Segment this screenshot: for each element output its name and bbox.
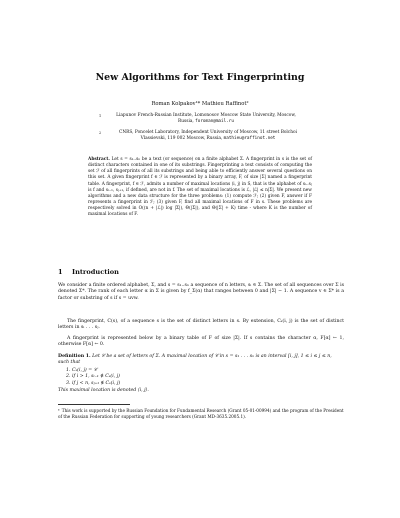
paragraph: The fingerprint, C(s), of a sequence s is the set of distinct letters in s. By extension, Cₛ(i, j) is the set of distinct letters in sᵢ . . . sⱼ. [58,319,344,331]
definition-block [58,354,344,394]
abstract-label: Abstract. [88,157,110,162]
definition-item: 3. if j < n, sⱼ₊₁ ∉ Cₛ(i, j) [72,381,344,387]
author-line: Roman Kolpakov¹* Mathieu Raffinot² [151,101,249,107]
affiliation-number: 2 [99,131,102,135]
footnote-text: This work is supported by the Russian Foundation for Fundamental Research (Grant 05-01-00994) and the program of the President of the Russian Federation for supporting of young researchers (Grant MD-3635.2005.1). [58,408,344,420]
definition-tail: This maximal location is denoted ⟨i, j⟩. [58,388,149,394]
definition-label: Definition 1. [58,354,91,359]
affiliation-number: 1 [99,114,102,118]
section-number: 1 [58,268,63,276]
section-title: Introduction [72,268,119,276]
abstract-text: Let s = s₁..sₙ be a text (or sequence) on a finite alphabet Σ. A fingerprint in s is the set of distinct characters contained in one of its substrings. Fingerprinting a text consists of computing the set ℱ of all fingerprints of all its substrings and being able to efficiently answer several questions on this set. A given fingerprint f ∈ ℱ is represented by a binary array, F, of size |Σ| named a fingerprint table. A fingerprint, f ∈ ℱ, admits a number of maximal locations ⟨i, j⟩ in S, that is the alphabet of sᵢ..sⱼ is f and sᵢ₋₁, sⱼ₊₁, if defined, are not in f. The set of maximal locations is ℒ, |ℒ| ≤ n|Σ|. We present new algorithms and a new data structure for the three problems: (1) compute ℱ; (2) given F, answer if F represents a fingerprint in ℱ; (3) given F, find all maximal locations of F in s. These problems are respectively solved in O((n + |ℒ|) log |Σ|), Θ(|Σ|), and Θ(|Σ| + K) time - where K is the number of maximal locations of F. [88,157,312,218]
affiliation-line: Liapunov French-Russian Institute, Lomonosov Moscow State University, Moscow, [116,113,296,118]
paper-title: New Algorithms for Text Fingerprinting [95,72,305,83]
affiliation-line: CNRS, Poncelet Laboratory, Independent University of Moscow, 11 street Bolchoi [119,130,297,135]
paragraph: We consider a finite ordered alphabet, Σ, and s = s₁..sₙ a sequence of n letters, sᵢ ∈ Σ. The set of all sequences over Σ is denoted Σ*. The rank of each letter α in Σ is given by f_Σ(α) that ranges between 0 and |Σ| − 1. A sequence v ∈ Σ* is a factor or substring of s if s = uvw. [58,283,344,301]
section-heading [58,268,119,276]
definition-item: 1. Cₛ(i, j) = 𝒞 [72,368,344,374]
abstract [88,157,312,219]
definition-list [58,368,344,387]
affiliation-2 [99,130,310,143]
affiliation-email: foroman@mail.ru [195,119,234,125]
paragraph: A fingerprint is represented below by a binary table of F of size |Σ|. If s contains the character α, F[α] ← 1, otherwise F[α] ← 0. [58,336,344,348]
affiliation-1 [99,113,306,126]
affiliation-line: Vlassievski, 119 002 Moscow, Russia, [140,136,223,142]
footnote-mark: * [58,409,60,413]
definition-intro: Let 𝒞 be a set of letters of Σ. A maximal location of 𝒞 in s = s₁ . . . sₙ is an interval [i, j], 1 ≤ i ≤ j ≤ n, such that [58,354,332,366]
affiliation-email: mathieu@raffinot.net [223,136,276,142]
footnote-rule [58,404,130,405]
footnote [58,408,344,420]
definition-item: 2. if i > 1, sᵢ₋₁ ∉ Cₛ(i, j) [72,374,344,380]
affiliation-line: Russia, [178,119,194,125]
